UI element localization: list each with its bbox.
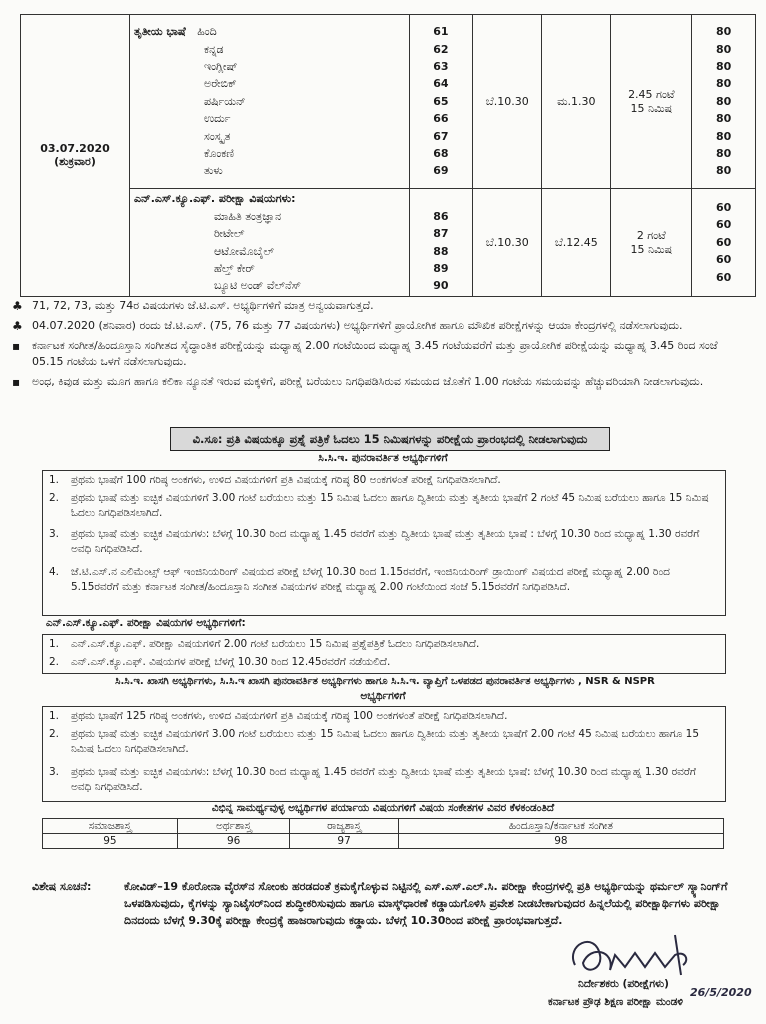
note-text: ಕರ್ನಾಟಕ ಸಂಗೀತ/ಹಿಂದೂಸ್ತಾನಿ ಸಂಗೀತದ ಸೈದ್ಧಾಂತಿಕ ಪರೀಕ್ಷೆಯನ್ನು ಮಧ್ಯಾಹ್ನ 2.00 ಗಂಟೆಯಿಂದ ಮಧ್ಯಾಹ್ನ 3.45 ಗಂಟೆಯವರೆಗೆ ಮತ್ತು ಪ್ರಾಯೋಗಿಕ ಪರೀಕ್ಷೆಯನ್ನು ಮಧ್ಯಾಹ್ನ 3.45 ರಿಂದ ಸಂಜೆ 05.15 ಗಂಟೆಯ ಒಳಗೆ ನಡೆಸಲಾಗುವುದು.: [32, 339, 718, 368]
mark: 60: [715, 253, 732, 267]
duration-cell: [611, 15, 692, 189]
exam-day: (ಶುಕ್ರವಾರ): [54, 155, 96, 168]
mark: 80: [715, 42, 732, 56]
rule-text: ಜೆ.ಟಿ.ಎಸ್.ನ ಎಲಿಮೆಂಟ್ಸ್ ಆಫ್ ಇಂಜಿನಿಯರಿಂಗ್ ವಿಷಯದ ಪರೀಕ್ಷೆ ಬೆಳಗ್ಗೆ 10.30 ರಿಂದ 1.15ರವರೆಗೆ, ಇಂಜಿನಿಯರಿಂಗ್ ಡ್ರಾಯಿಂಗ್ ವಿಷಯದ ಪರೀಕ್ಷೆ ಮಧ್ಯಾಹ್ನ 2.00 ರಿಂದ 5.15ರವರೆಗೆ ಮತ್ತು ಕರ್ನಾಟಕ ಸಂಗೀತ/ಹಿಂದೂಸ್ತಾನಿ ಸಂಗೀತ ವಿಷಯಗಳ ಪರೀಕ್ಷೆ ಮಧ್ಯಾಹ್ನ 2.00 ಗಂಟೆಯಿಂದ ಸಂಜೆ 5.15ರವರೆಗೆ ನಿಗಧಿಪಡಿಸಿದೆ.: [71, 566, 670, 593]
rule-text: ಪ್ರಥಮ ಭಾಷೆಗೆ 125 ಗರಿಷ್ಠ ಅಂಕಗಳು, ಉಳಿದ ವಿಷಯಗಳಿಗೆ ಪ್ರತಿ ವಿಷಯಕ್ಕೆ ಗರಿಷ್ಠ 100 ಅಂಕಗಳಂತೆ ಪರೀಕ್ಷೆ ನಿಗಧಿಪಡಿಸಲಾಗಿದೆ.: [71, 710, 508, 722]
subject-code: 69: [433, 164, 449, 178]
cce-repeat-heading: ಸಿ.ಸಿ.ಇ. ಪುನರಾವರ್ತಿತ ಅಭ್ಯರ್ಥಿಗಳಿಗೆ: [318, 452, 448, 464]
subject-name: ಇಂಗ್ಲೀಷ್: [204, 60, 238, 74]
exam-date-cell: [21, 15, 130, 297]
rule-number: 1.: [49, 710, 60, 722]
end-time: ಮ.1.30: [542, 15, 611, 189]
rule-number: 2.: [49, 728, 60, 740]
nsqf-heading: ಎನ್.ಎಸ್.ಕ್ಯೂ.ಎಫ್. ಪರೀಕ್ಷಾ ವಿಷಯಗಳು:: [134, 192, 296, 206]
start-time: ಬೆ.10.30: [473, 189, 542, 297]
end-time: ಬೆ.12.45: [542, 189, 611, 297]
mark: 80: [715, 60, 732, 74]
special-instruction-label: ವಿಶೇಷ ಸೂಚನೆ:: [32, 880, 92, 893]
subject-codes: [409, 189, 473, 297]
note-item: [10, 374, 750, 390]
nsqf-subjects: [130, 189, 410, 297]
subject-code: 90: [433, 279, 449, 293]
subject-code: 96: [177, 834, 290, 849]
subject-name: ಹೆಲ್ತ್ ಕೇರ್: [214, 261, 255, 275]
subject-name: ಅರೇಬಿಕ್: [204, 77, 237, 91]
reading-time: 15 ನಿಮಿಷ: [630, 101, 673, 115]
subject-name: ಮಾಹಿತಿ ತಂತ್ರಜ್ಞಾನ: [214, 209, 282, 223]
subject-name: ಕನ್ನಡ: [204, 42, 224, 56]
rule-text: ಪ್ರಥಮ ಭಾಷೆ ಮತ್ತು ಐಚ್ಛಿಕ ವಿಷಯಗಳಿಗೆ 3.00 ಗಂಟೆ ಬರೆಯಲು ಮತ್ತು 15 ನಿಮಿಷ ಓದಲು ಹಾಗೂ ದ್ವಿತೀಯ ಮತ್ತು ತೃತೀಯ ಭಾಷೆಗೆ 2 ಗಂಟೆ 45 ನಿಮಿಷ ಬರೆಯಲು ಹಾಗೂ 15 ನಿಮಿಷ ಓದಲು ನಿಗಧಿಪಡಿಸಲಾಗಿದೆ.: [71, 492, 709, 519]
subject-code: 98: [398, 834, 723, 849]
subject-code: 89: [433, 261, 449, 275]
square-bullet-icon: ▪: [12, 339, 21, 353]
subject-name: ಸಂಸ್ಕೃತ: [204, 129, 231, 143]
subject-code: 61: [433, 25, 449, 39]
mark: 80: [715, 94, 732, 108]
rule-number: 2.: [49, 656, 60, 668]
note-text: 71, 72, 73, ಮತ್ತು 74ರ ವಿಷಯಗಳು ಜೆ.ಟಿ.ಎಸ್. ಅಭ್ಯರ್ಥಿಗಳಿಗೆ ಮಾತ್ರ ಅನ್ವಯವಾಗುತ್ತದೆ.: [32, 299, 374, 312]
subject-code: 86: [433, 209, 449, 223]
subject-code: 66: [433, 112, 449, 126]
mark: 60: [715, 235, 732, 249]
special-subjects-table: [42, 818, 724, 849]
subject-code: 97: [290, 834, 398, 849]
note-item: [10, 298, 750, 314]
subject-name: ಉರ್ದು: [204, 112, 231, 126]
note-item: [10, 318, 750, 334]
rule-number: 1.: [49, 638, 60, 650]
special-instruction-text: ಕೋವಿಡ್–19 ಕೊರೋನಾ ವೈರಸ್‌ನ ಸೋಂಕು ಹರಡದಂತೆ ಕ್ರಮಕೈಗೊಳ್ಳುವ ನಿಟ್ಟಿನಲ್ಲಿ ಎಸ್.ಎಸ್.ಎಲ್.ಸಿ. ಪರೀಕ್ಷಾ ಕೇಂದ್ರಗಳಲ್ಲಿ ಪ್ರತಿ ಅಭ್ಯರ್ಥಿಯನ್ನು ಥರ್ಮಲ್ ಸ್ಕ್ಯಾನಿಂಗ್‌ಗೆ ಒಳಪಡಿಸುವುದು, ಕೈಗಳನ್ನು ಸ್ಯಾನಿಟೈಸರ್‌ನಿಂದ ಶುದ್ಧೀಕರಿಸುವುದು ಹಾಗೂ ಮಾಸ್ಕ್‌ಧಾರಣೆ ಕಡ್ಡಾಯಗೊಳಿಸಿ ಪ್ರವೇಶ ನೀಡಬೇಕಾಗುವುದರ ಹಿನ್ನಲೆಯಲ್ಲಿ ಪರೀಕ್ಷಾರ್ಥಿಗಳು ಪರೀಕ್ಷಾ ದಿನದಂದು ಬೆಳಗ್ಗೆ 9.30ಕ್ಕೆ ಪರೀಕ್ಷಾ ಕೇಂದ್ರಕ್ಕೆ ಹಾಜರಾಗುವುದು ಕಡ್ಡಾಯ. ಬೆಳಗ್ಗೆ 10.30ರಿಂದ ಪರೀಕ್ಷೆ ಪ್ರಾರಂಭವಾಗುತ್ತದೆ.: [124, 880, 728, 927]
subject-name: ಆಟೋಮೊಬೈಲ್: [214, 244, 275, 258]
max-marks: [692, 15, 756, 189]
subject-code: 87: [433, 227, 449, 241]
mark: 80: [715, 146, 732, 160]
rule-text: ಎನ್.ಎಸ್.ಕ್ಯೂ.ಎಫ್. ಪರೀಕ್ಷಾ ವಿಷಯಗಳಿಗೆ 2.00 ಗಂಟೆ ಬರೆಯಲು 15 ನಿಮಿಷ ಪ್ರಶ್ನೆಪತ್ರಿಕೆ ಓದಲು ನಿಗಧಿಪಡಿಸಲಾಗಿದೆ.: [71, 638, 480, 650]
subject-code: 62: [433, 42, 449, 56]
subject-code: 95: [43, 834, 178, 849]
rule-number: 3.: [49, 766, 60, 778]
rule-text: ಪ್ರಥಮ ಭಾಷೆ ಮತ್ತು ಐಚ್ಛಿಕ ವಿಷಯಗಳು: ಬೆಳಗ್ಗೆ 10.30 ರಿಂದ ಮಧ್ಯಾಹ್ನ 1.45 ರವರೆಗೆ ಮತ್ತು ದ್ವಿತೀಯ ಭಾಷೆ ಮತ್ತು ತೃತೀಯ ಭಾಷೆ: ಬೆಳಗ್ಗೆ 10.30 ರಿಂದ ಮಧ್ಯಾಹ್ನ 1.30 ರವರೆಗೆ ಅವಧಿ ನಿಗಧಿಪಡಿಸಿದೆ.: [71, 766, 696, 793]
subject-name: ಕೊಂಕಣಿ: [204, 146, 235, 160]
private-box: [42, 706, 726, 802]
note-text: 04.07.2020 (ಶನಿವಾರ) ರಂದು ಜೆ.ಟಿ.ಎಸ್. (75, 76 ಮತ್ತು 77 ವಿಷಯಗಳು) ಅಭ್ಯರ್ಥಿಗಳಿಗೆ ಪ್ರಾಯೋಗಿಕ ಹಾಗೂ ಮೌಖಿಕ ಪರೀಕ್ಷೆಗಳನ್ನು ಆಯಾ ಕೇಂದ್ರಗಳಲ್ಲಿ ನಡೆಸಲಾಗುವುದು.: [32, 319, 683, 332]
note-item: [10, 338, 750, 370]
club-bullet-icon: ♣: [12, 299, 23, 313]
mark: 80: [715, 77, 732, 91]
duration: 2.45 ಗಂಟೆ: [628, 87, 675, 101]
special-subjects-heading: ವಿಭಿನ್ನ ಸಾಮರ್ಥ್ಯವುಳ್ಳ ಅಭ್ಯರ್ಥಿಗಳ ಪರ್ಯಾಯ ವಿಷಯಗಳಿಗೆ ವಿಷಯ ಸಂಕೇತಗಳ ವಿವರ ಕೆಳಕಂಡಂತಿದೆ: [211, 802, 555, 814]
club-bullet-icon: ♣: [12, 319, 23, 333]
subject-name: ಹಿಂದೂಸ್ತಾನಿ/ಕರ್ನಾಟಕ ಸಂಗೀತ: [398, 819, 723, 834]
rule-text: ಎನ್.ಎಸ್.ಕ್ಯೂ.ಎಫ್. ವಿಷಯಗಳ ಪರೀಕ್ಷೆ ಬೆಳಗ್ಗೆ 10.30 ರಿಂದ 12.45ರವರೆಗೆ ನಡೆಯಲಿದೆ.: [71, 656, 391, 668]
subject-code: 63: [433, 60, 449, 74]
mark: 80: [715, 129, 732, 143]
rule-text: ಪ್ರಥಮ ಭಾಷೆ ಮತ್ತು ಐಚ್ಛಿಕ ವಿಷಯಗಳು: ಬೆಳಗ್ಗೆ 10.30 ರಿಂದ ಮಧ್ಯಾಹ್ನ 1.45 ರವರೆಗೆ ಮತ್ತು ದ್ವಿತೀಯ ಭಾಷೆ ಮತ್ತು ತೃತೀಯ ಭಾಷೆ : ಬೆಳಗ್ಗೆ 10.30 ರಿಂದ ಮಧ್ಯಾಹ್ನ 1.30 ರವರೆಗೆ ಅವಧಿ ನಿಗಧಿಪಡಿಸಿದೆ.: [71, 528, 700, 555]
rule-text: ಪ್ರಥಮ ಭಾಷೆ ಮತ್ತು ಐಚ್ಛಿಕ ವಿಷಯಗಳಿಗೆ 3.00 ಗಂಟೆ ಬರೆಯಲು ಮತ್ತು 15 ನಿಮಿಷ ಓದಲು ಹಾಗೂ ದ್ವಿತೀಯ ಮತ್ತು ತೃತೀಯ ಭಾಷೆಗೆ 2.00 ಗಂಟೆ 45 ನಿಮಿಷ ಬರೆಯಲು ಹಾಗೂ 15 ನಿಮಿಷ ಓದಲು ನಿಗಧಿಪಡಿಸಲಾಗಿದೆ.: [71, 728, 699, 755]
square-bullet-icon: ▪: [12, 375, 21, 389]
subject-code: 65: [433, 94, 449, 108]
cce-repeat-box: [42, 470, 726, 616]
third-language-heading-row: [134, 23, 405, 40]
signatory-office: ಕರ್ನಾಟಕ ಪ್ರೌಢ ಶಿಕ್ಷಣ ಪರೀಕ್ಷಾ ಮಂಡಳಿ: [548, 996, 683, 1008]
rule-number: 4.: [49, 566, 60, 578]
signature-date: 26/5/2020: [690, 986, 752, 999]
signatory-designation: ನಿರ್ದೇಶಕರು (ಪರೀಕ್ಷೆಗಳು): [578, 978, 669, 990]
reading-time: 15 ನಿಮಿಷ: [630, 242, 673, 256]
subject-name: ರೀಟೇಲ್: [214, 227, 245, 241]
mark: 60: [715, 218, 732, 232]
subject-name: ಅರ್ಥಶಾಸ್ತ್ರ: [177, 819, 290, 834]
mark: 60: [715, 201, 732, 215]
subject-code: 68: [433, 146, 449, 160]
rule-number: 1.: [49, 474, 60, 486]
nsqf-candidates-heading: ಎನ್.ಎಸ್.ಕ್ಯೂ.ಎಫ್. ಪರೀಕ್ಷಾ ವಿಷಯಗಳ ಅಭ್ಯರ್ಥಿಗಳಿಗೆ:: [46, 617, 246, 629]
notes-list: [10, 298, 750, 394]
subject-name: ಸಮಾಜಶಾಸ್ತ್ರ: [43, 819, 178, 834]
third-language-heading: ತೃತೀಯ ಭಾಷೆ: [134, 25, 186, 39]
private-candidates-subheading: ಅಭ್ಯರ್ಥಿಗಳಿಗೆ: [360, 690, 406, 702]
subject-code: 67: [433, 129, 449, 143]
subject-name: ತುಳು: [204, 164, 223, 178]
duration-cell: [611, 189, 692, 297]
rule-number: 2.: [49, 492, 60, 504]
subject-code: 88: [433, 244, 449, 258]
private-candidates-heading: ಸಿ.ಸಿ.ಇ. ಖಾಸಗಿ ಅಭ್ಯರ್ಥಿಗಳು, ಸಿ.ಸಿ.ಇ ಖಾಸಗಿ ಪುನರಾವರ್ತಿತ ಅಭ್ಯರ್ಥಿಗಳು ಹಾಗೂ ಸಿ.ಸಿ.ಇ. ವ್ಯಾಪ್ತಿಗೆ ಒಳಪಡದ ಪುನರಾವರ್ತಿತ ಅಭ್ಯರ್ಥಿಗಳು , NSR & NSPR: [115, 676, 655, 687]
nsqf-box: [42, 634, 726, 674]
subject-name: ರಾಜ್ಯಶಾಸ್ತ್ರ: [290, 819, 398, 834]
subject-code: 64: [433, 77, 449, 91]
note-text: ಅಂಧ, ಕಿವುಡ ಮತ್ತು ಮೂಗ ಹಾಗೂ ಕಲಿಕಾ ನ್ಯೂನತೆ ಇರುವ ಮಕ್ಕಳಿಗೆ, ಪರೀಕ್ಷೆ ಬರೆಯಲು ನಿಗಧಿಪಡಿಸಿರುವ ಸಮಯದ ಜೊತೆಗೆ 1.00 ಗಂಟೆಯ ಸಮಯವನ್ನು ಹೆಚ್ಚುವರಿಯಾಗಿ ನೀಡಲಾಗುವುದು.: [32, 375, 704, 388]
exam-date: 03.07.2020: [40, 142, 110, 155]
mark: 80: [715, 164, 732, 178]
start-time: ಬೆ.10.30: [473, 15, 542, 189]
reading-time-banner: ವಿ.ಸೂ: ಪ್ರತಿ ವಿಷಯಕ್ಕೂ ಪ್ರಶ್ನೆ ಪತ್ರಿಕೆ ಓದಲು 15 ನಿಮಿಷಗಳನ್ನು ಪರೀಕ್ಷೆಯ ಪ್ರಾರಂಭದಲ್ಲಿ ನೀಡಲಾಗುವುದು: [170, 427, 610, 451]
subject-name: ಹಿಂದಿ: [197, 25, 217, 39]
mark: 60: [715, 270, 732, 284]
duration: 2 ಗಂಟೆ: [636, 228, 666, 242]
mark: 80: [715, 112, 732, 126]
subject-codes: [409, 15, 473, 189]
rule-number: 3.: [49, 528, 60, 540]
mark: 80: [715, 25, 732, 39]
subject-name: ಪರ್ಷಿಯನ್: [204, 94, 246, 108]
max-marks: [692, 189, 756, 297]
third-language-subjects: [130, 15, 410, 189]
subject-name: ಬ್ಯೂಟಿ ಅಂಡ್ ವೆಲ್‌ನೆಸ್: [214, 279, 302, 293]
rule-text: ಪ್ರಥಮ ಭಾಷೆಗೆ 100 ಗರಿಷ್ಠ ಅಂಕಗಳು, ಉಳಿದ ವಿಷಯಗಳಿಗೆ ಪ್ರತಿ ವಿಷಯಕ್ಕೆ ಗರಿಷ್ಠ 80 ಅಂಕಗಳಂತೆ ಪರೀಕ್ಷೆ ನಿಗಧಿಪಡಿಸಲಾಗಿದೆ.: [71, 474, 501, 486]
exam-timetable: [20, 14, 756, 297]
